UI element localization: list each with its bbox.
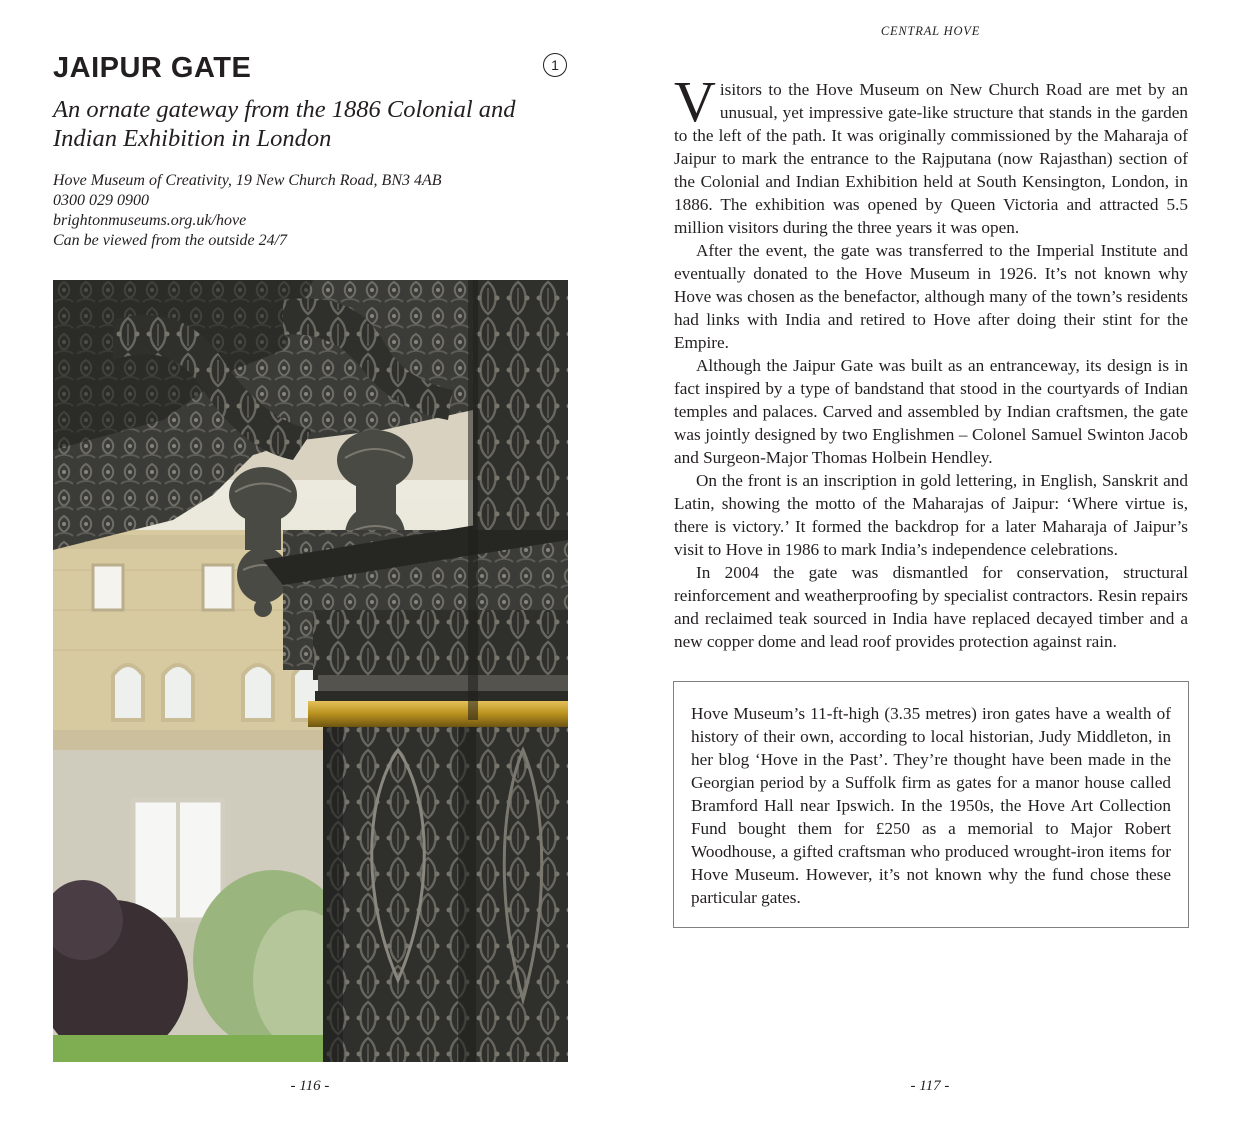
sidebar-text: Hove Museum’s 11-ft-high (3.35 metres) iron gates have a wealth of history of their own, according to local historian, Judy Middleton, in her blog ‘Hove in the Past’. They’re thought have been made in the Georgian period by a Suffolk firm as gates for a manor house called Bramford Hall near Ipswich. In the 1950s, the Hove Art Collection Fund bought them for £250 as a memorial to Major Robert Woodhouse, a gifted craftsman who produced wrought-iron items for Hove Museum. However, it’s not known why the fund chose these particular gates. bbox=[691, 704, 1171, 907]
entry-subtitle: An ornate gateway from the 1886 Colonial and Indian Exhibition in London bbox=[53, 96, 516, 152]
paragraph-5: In 2004 the gate was dismantled for conservation, structural reinforcement and weatherproofing by specialist contractors. Resin repairs and reclaimed teak sourced in India have replaced decayed timber and a new copper dome and lead roof provides protection against rain. bbox=[674, 563, 1188, 651]
page-number-right: - 117 - bbox=[910, 1078, 950, 1094]
jaipur-gate-photo bbox=[53, 280, 568, 1062]
opening-hours-line: Can be viewed from the outside 24/7 bbox=[53, 232, 288, 249]
sidebar-box bbox=[673, 681, 1189, 928]
page-number-left: - 116 - bbox=[290, 1078, 330, 1094]
phone-line: 0300 029 0900 bbox=[53, 192, 149, 209]
left-page bbox=[0, 0, 620, 1123]
right-page bbox=[620, 0, 1241, 1123]
paragraph-3: Although the Jaipur Gate was built as an entranceway, its design is in fact inspired by a type of bandstand that stood in the courtyards of Indian temples and palaces. Carved and assembled by Indian craftsmen, the gate was jointly designed by two Englishmen – Colonel Samuel Swinton Jacob and Surgeon-Major Thomas Holbein Hendley. bbox=[674, 356, 1188, 467]
address-line: Hove Museum of Creativity, 19 New Church Road, BN3 4AB bbox=[53, 172, 442, 189]
running-head: CENTRAL HOVE bbox=[880, 24, 981, 38]
paragraph-1-text: isitors to the Hove Museum on New Church Road are met by an unusual, yet impressive gate-like structure that stands in the garden to the left of the path. It was originally commissioned by the Maharaja of Jaipur to mark the entrance to the Rajputana (now Rajasthan) section of the Colonial and Indian Exhibition held at South Kensington, London, in 1886. The exhibition was opened by Queen Victoria and attracted 5.5 million visitors during the three years it was open. bbox=[674, 80, 1188, 237]
paragraph-4: On the front is an inscription in gold lettering, in English, Sanskrit and Latin, showing the motto of the Maharajas of Jaipur: ‘Where virtue is, there is victory.’ It formed the backdrop for a later Maharaja of Jaipur’s visit to Hove in 1986 to mark India’s independence celebrations. bbox=[674, 471, 1188, 559]
paragraph-1 bbox=[674, 69, 1188, 239]
entry-title: JAIPUR GATE bbox=[53, 52, 252, 84]
website-line: brightonmuseums.org.uk/hove bbox=[53, 212, 247, 229]
visitor-info bbox=[53, 171, 573, 251]
paragraph-2: After the event, the gate was transferred to the Imperial Institute and eventually donated to the Hove Museum in 1926. It’s not known why Hove was chosen as the benefactor, although many of the town’s residents had links with India and retired to Hove after doing their stint for the Empire. bbox=[674, 241, 1188, 352]
drop-cap: V bbox=[674, 69, 716, 134]
entry-number-badge: 1 bbox=[543, 53, 567, 77]
article-body bbox=[674, 69, 1188, 653]
